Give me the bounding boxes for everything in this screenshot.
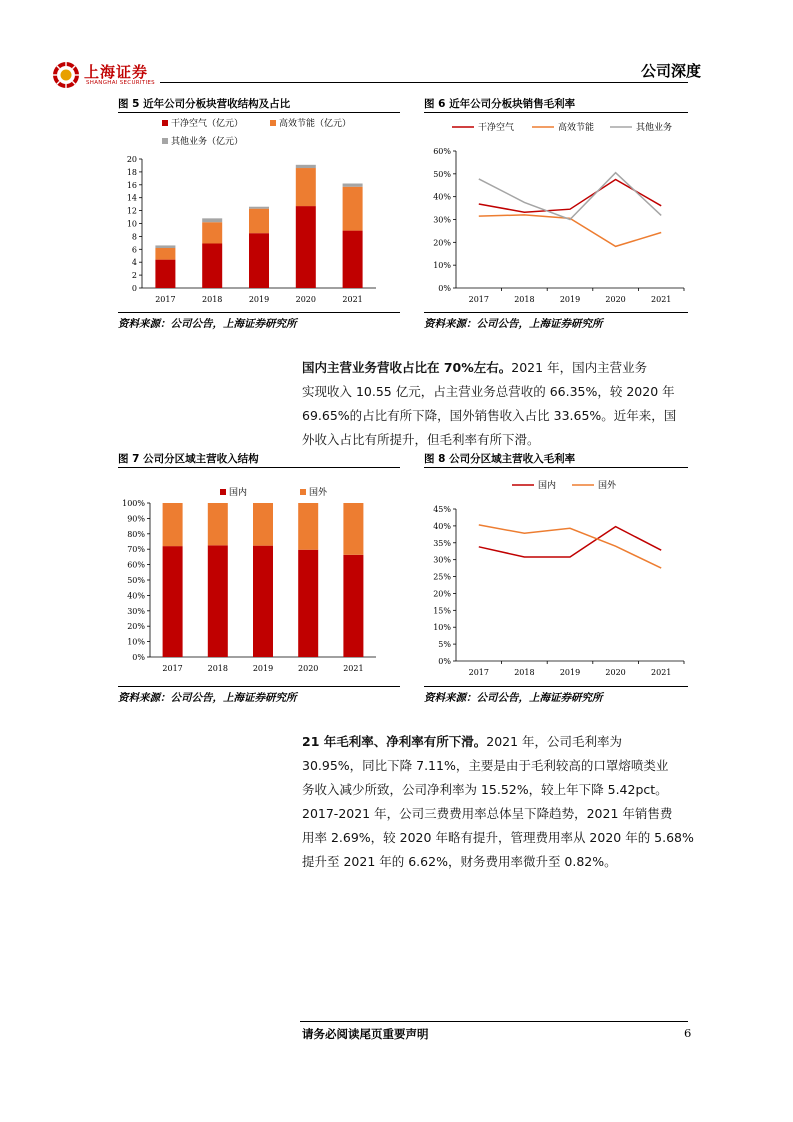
x-tick-label: 2018 (514, 295, 535, 304)
y-tick-label: 0 (131, 284, 137, 293)
paragraph-2-line: 2017-2021 年，公司三费费用率总体呈下降趋势，2021 年销售费 (302, 806, 673, 821)
y-tick-label: 20 (126, 155, 137, 164)
bar-segment (249, 207, 269, 209)
figure-6-source: 资料来源：公司公告，上海证券研究所 (424, 318, 603, 330)
bar-segment (296, 165, 316, 168)
y-tick-label: 80% (127, 529, 145, 539)
bar-segment (253, 503, 273, 546)
figure-8-bottom-rule (424, 686, 688, 687)
paragraph-1-line: 实现收入 10.55 亿元，占主营业务总营收的 66.35%，较 2020 年 (302, 384, 675, 399)
x-tick-label: 2019 (559, 668, 581, 677)
legend-label: 国内 (229, 488, 248, 498)
paragraph-margin-decline (302, 730, 694, 874)
legend-label: 干净空气 (478, 123, 515, 133)
y-tick-label: 8 (131, 232, 137, 242)
legend-label: 干净空气（亿元） (171, 119, 244, 129)
legend-swatch (300, 489, 306, 495)
paragraph-2-line: 30.95%，同比下降 7.11%，主要是由于毛利较高的口罩熔喷类业 (302, 758, 669, 773)
y-tick-label: 14 (126, 193, 137, 203)
bar-segment (155, 245, 175, 248)
x-tick-label: 2021 (342, 295, 363, 304)
y-tick-label: 5% (438, 640, 451, 650)
bar-segment (155, 248, 175, 260)
bar-segment (249, 209, 269, 234)
y-tick-label: 10% (433, 261, 451, 271)
y-tick-label: 50% (127, 576, 145, 585)
series-line (479, 180, 661, 213)
bar-segment (343, 231, 363, 288)
paragraph-1-lead: 国内主营业务营收占比在 70%左右。 (302, 360, 512, 375)
legend-label: 国外 (598, 481, 617, 491)
legend-swatch (220, 489, 226, 495)
y-tick-label: 25% (433, 572, 451, 582)
header-rule (160, 82, 688, 83)
y-tick-label: 40% (433, 521, 451, 531)
x-tick-label: 2019 (252, 664, 274, 673)
paragraph-2-line: 提升至 2021 年的 6.62%，财务费用率微升至 0.82%。 (302, 854, 617, 869)
bar-segment (163, 546, 183, 657)
y-tick-label: 20% (433, 589, 451, 599)
y-tick-label: 15% (433, 606, 451, 616)
bar-segment (296, 168, 316, 206)
bar-segment (343, 555, 363, 657)
bar-segment (208, 545, 228, 657)
bar-segment (343, 503, 363, 555)
x-tick-label: 2020 (298, 664, 319, 673)
y-tick-label: 60% (127, 560, 145, 570)
figure-6-top-rule (424, 112, 688, 113)
figure-7-title: 图 7 公司分区域主营收入结构 (118, 453, 259, 465)
bar-segment (343, 187, 363, 231)
x-tick-label: 2021 (343, 664, 364, 673)
y-tick-label: 30% (433, 215, 451, 225)
y-tick-label: 0% (132, 653, 145, 662)
x-tick-label: 2020 (605, 295, 626, 304)
y-tick-label: 10 (126, 219, 137, 229)
x-tick-label: 2019 (559, 295, 581, 304)
legend-label: 国外 (309, 488, 328, 498)
y-tick-label: 90% (127, 514, 145, 524)
figure-5-chart (118, 114, 400, 312)
legend-swatch (162, 138, 168, 144)
x-tick-label: 2018 (514, 668, 535, 677)
x-tick-label: 2018 (207, 664, 228, 673)
y-tick-label: 0% (438, 657, 451, 666)
x-tick-label: 2017 (468, 668, 489, 677)
bar-segment (253, 546, 273, 657)
bar-segment (298, 550, 318, 657)
figure-6-chart (424, 114, 688, 312)
y-tick-label: 12 (126, 206, 137, 216)
y-tick-label: 100% (122, 499, 145, 508)
x-tick-label: 2018 (202, 295, 223, 304)
bar-segment (163, 503, 183, 546)
bar-segment (202, 243, 222, 288)
bar-segment (202, 222, 222, 243)
figure-5-title: 图 5 近年公司分板块营收结构及占比 (118, 98, 291, 110)
y-tick-label: 20% (433, 238, 451, 248)
figure-8-top-rule (424, 467, 688, 468)
y-tick-label: 40% (127, 591, 145, 601)
series-line (479, 173, 661, 220)
y-tick-label: 70% (127, 545, 145, 555)
paragraph-1-line: 69.65%的占比有所下降，国外销售收入占比 33.65%。近年来，国 (302, 408, 677, 423)
x-tick-label: 2017 (155, 295, 176, 304)
bar-segment (296, 206, 316, 288)
y-tick-label: 18 (126, 167, 137, 177)
legend-swatch (270, 120, 276, 126)
paragraph-2-line: 务收入减少所致，公司净利率为 15.52%，较上年下降 5.42pct。 (302, 782, 668, 797)
figure-8-source: 资料来源：公司公告，上海证券研究所 (424, 692, 603, 704)
paragraph-2-line: 用率 2.69%，较 2020 年略有提升，管理费用率从 2020 年的 5.68% (302, 830, 694, 845)
paragraph-2-line: 2021 年，公司毛利率为 (486, 734, 623, 749)
x-tick-label: 2017 (468, 295, 489, 304)
y-tick-label: 2 (131, 271, 137, 281)
figure-5-source: 资料来源：公司公告，上海证券研究所 (118, 318, 297, 330)
x-tick-label: 2020 (605, 668, 626, 677)
logo-english: SHANGHAI SECURITIES (86, 80, 155, 86)
y-tick-label: 0% (438, 284, 451, 293)
page-number: 6 (684, 1026, 692, 1040)
y-tick-label: 10% (433, 623, 451, 633)
y-tick-label: 6 (131, 245, 137, 255)
bar-segment (208, 503, 228, 545)
legend-label: 其他业务（亿元） (171, 137, 244, 147)
paragraph-2-lead: 21 年毛利率、净利率有所下滑。 (302, 734, 487, 749)
y-tick-label: 45% (433, 505, 451, 514)
document-type: 公司深度 (641, 62, 702, 80)
figure-8-title: 图 8 公司分区域主营收入毛利率 (424, 453, 576, 465)
header (0, 0, 793, 90)
figure-6-bottom-rule (424, 312, 688, 313)
bar-segment (155, 260, 175, 288)
logo-name: 上海证券 (84, 63, 149, 81)
figure-6-title: 图 6 近年公司分板块销售毛利率 (424, 98, 576, 110)
figure-8-chart (424, 470, 688, 685)
x-tick-label: 2021 (651, 295, 672, 304)
x-tick-label: 2021 (651, 668, 672, 677)
y-tick-label: 30% (127, 606, 145, 616)
y-tick-label: 60% (433, 147, 451, 156)
y-tick-label: 20% (127, 622, 145, 632)
x-tick-label: 2019 (248, 295, 270, 304)
footer-notice: 请务必阅读尾页重要声明 (302, 1027, 429, 1041)
series-line (479, 527, 661, 557)
legend-label: 高效节能 (558, 123, 595, 133)
footer-rule (300, 1021, 688, 1022)
figure-5-bottom-rule (118, 312, 400, 313)
legend-label: 国内 (538, 481, 557, 491)
bar-segment (298, 503, 318, 550)
logo-icon (52, 61, 80, 89)
y-tick-label: 35% (433, 538, 451, 548)
figure-7-bottom-rule (118, 686, 400, 687)
figure-5-top-rule (118, 112, 400, 113)
figure-7-source: 资料来源：公司公告，上海证券研究所 (118, 692, 297, 704)
y-tick-label: 30% (433, 555, 451, 565)
paragraph-1-line: 外收入占比有所提升，但毛利率有所下滑。 (302, 432, 540, 447)
legend-label: 其他业务 (636, 123, 673, 133)
legend-label: 高效节能（亿元） (279, 119, 352, 129)
x-tick-label: 2017 (162, 664, 183, 673)
y-tick-label: 40% (433, 192, 451, 202)
bar-segment (249, 233, 269, 288)
paragraph-domestic-revenue (302, 356, 694, 452)
bar-segment (202, 218, 222, 222)
y-tick-label: 50% (433, 169, 451, 179)
figure-7-chart (118, 470, 400, 685)
paragraph-1-line: 2021 年，国内主营业务 (511, 360, 648, 375)
legend-swatch (162, 120, 168, 126)
y-tick-label: 16 (126, 180, 137, 190)
x-tick-label: 2020 (295, 295, 316, 304)
bar-segment (343, 184, 363, 187)
figure-7-top-rule (118, 467, 400, 468)
y-tick-label: 4 (131, 258, 137, 268)
y-tick-label: 10% (127, 637, 145, 647)
series-line (479, 525, 661, 568)
